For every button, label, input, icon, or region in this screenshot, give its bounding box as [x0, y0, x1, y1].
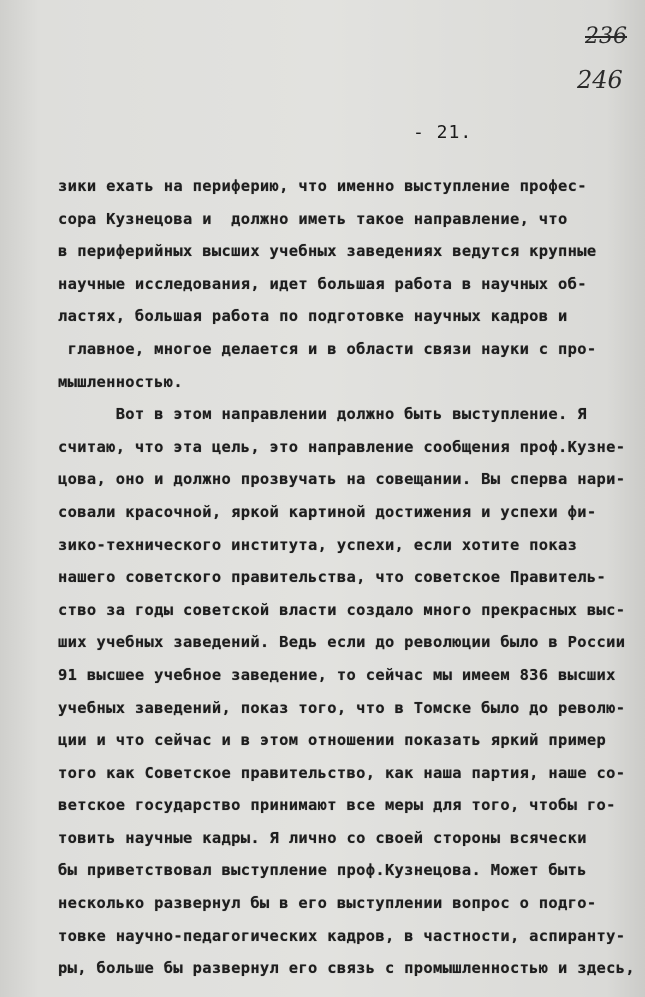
text-line: того как Советское правительство, как наша партия, наше со- — [58, 763, 626, 782]
text-line: учебных заведений, показ того, что в Томске было до револю- — [58, 698, 626, 717]
text-line: главное, многое делается и в области связи науки с про- — [58, 339, 597, 358]
text-line: Вот в этом направлении должно быть выступление. Я — [58, 405, 587, 424]
text-line: зико-технического института, успехи, если хотите показ — [58, 535, 578, 554]
text-line: ции и что сейчас и в этом отношении показать яркий пример — [58, 731, 607, 750]
text-line: ство за годы советской власти создало много прекрасных выс- — [58, 600, 626, 619]
text-line: мышленностью. — [58, 372, 184, 391]
text-line: научные исследования, идет большая работа в научных об- — [58, 274, 587, 293]
text-line: бы приветствовал выступление проф.Кузнецова. Может быть — [58, 861, 587, 880]
text-line: 91 высшее учебное заведение, то сейчас мы имеем 836 высших — [58, 665, 616, 684]
text-line: несколько развернул бы в его выступлении вопрос о подго- — [58, 894, 597, 913]
text-line: в периферийных высших учебных заведениях ведутся крупные — [58, 242, 597, 261]
text-line: цова, оно и должно прозвучать на совещании. Вы сперва нари- — [58, 470, 626, 489]
archive-number-old: 236 — [585, 24, 627, 49]
text-line: ветское государство принимают все меры для того, чтобы го- — [58, 796, 616, 815]
text-line: ры, больше бы развернул его связь с промышленностью и здесь, — [58, 959, 635, 978]
page-number: - 21. — [413, 122, 473, 143]
text-line: зики ехать на периферию, что именно выступление профес- — [58, 177, 587, 195]
text-line: ших учебных заведений. Ведь если до революции было в России — [58, 633, 626, 652]
archive-number-new: 246 — [577, 66, 623, 94]
text-line: сора Кузнецова и должно иметь такое направление, что — [58, 209, 568, 228]
text-line: товке научно-педагогических кадров, в частности, аспиранту- — [58, 926, 626, 945]
text-line: товить научные кадры. Я лично со своей стороны всячески — [58, 828, 587, 847]
text-line: ластях, большая работа по подготовке научных кадров и — [58, 307, 568, 326]
text-line: совали красочной, яркой картиной достижения и успехи фи- — [58, 502, 597, 521]
body-text — [58, 170, 633, 985]
text-line: считаю, что эта цель, это направление сообщения проф.Кузне- — [58, 437, 626, 456]
text-line: нашего советского правительства, что советское Правитель- — [58, 568, 607, 587]
